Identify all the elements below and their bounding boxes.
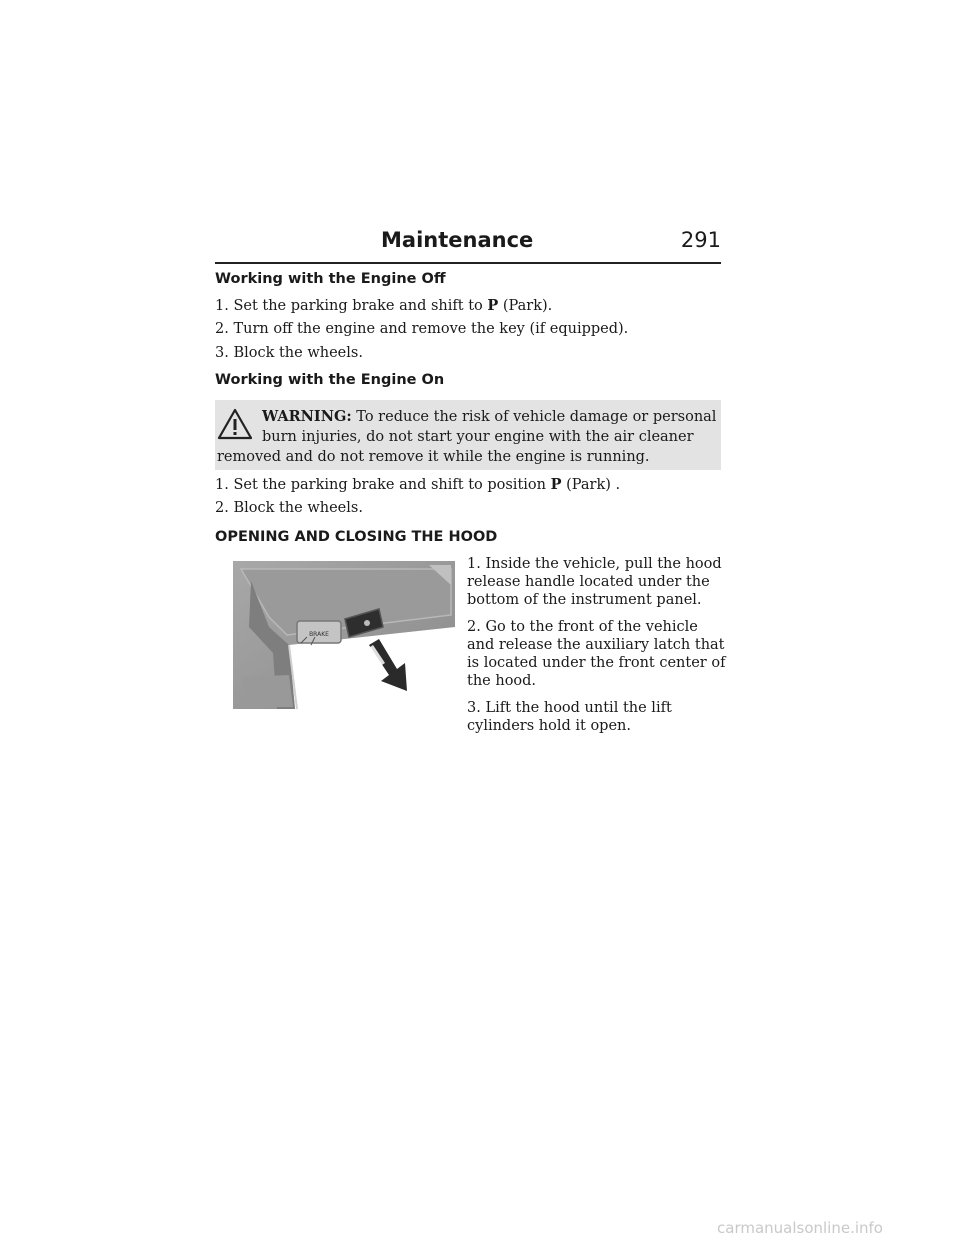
pull-arrow-icon	[361, 639, 407, 691]
page-header	[215, 226, 721, 264]
svg-text:BRAKE: BRAKE	[309, 631, 329, 638]
engine-on-step-2: 2. Block the wheels.	[215, 500, 363, 516]
warning-box	[215, 400, 721, 470]
warning-label: WARNING:	[262, 408, 352, 425]
warning-text-line-2: burn injuries, do not start your engine with the air cleaner	[262, 429, 694, 445]
hood-steps	[467, 555, 727, 744]
watermark: carmanualsonline.info	[717, 1219, 883, 1237]
warning-text-line-1: WARNING: To reduce the risk of vehicle damage or personal	[262, 408, 717, 425]
heading-engine-off: Working with the Engine Off	[215, 271, 446, 287]
warning-triangle-icon	[217, 408, 253, 440]
page-number: 291	[680, 228, 721, 252]
hood-step-3: 3. Lift the hood until the lift cylinders hold it open.	[467, 700, 672, 734]
hood-step-2: 2. Go to the front of the vehicle and release the auxiliary latch that is located under the front center of the hood.	[467, 619, 726, 689]
warning-text-line-3: removed and do not remove it while the engine is running.	[217, 449, 650, 465]
engine-off-step-1: 1. Set the parking brake and shift to P (Park).	[215, 297, 553, 314]
heading-engine-on: Working with the Engine On	[215, 372, 445, 388]
hood-release-figure	[229, 557, 459, 711]
section-title: Maintenance	[381, 228, 534, 252]
hood-step-1: 1. Inside the vehicle, pull the hood release handle located under the bottom of the instrument panel.	[467, 556, 722, 608]
engine-off-step-3: 3. Block the wheels.	[215, 345, 363, 361]
engine-on-step-1: 1. Set the parking brake and shift to position P (Park) .	[215, 476, 621, 493]
heading-hood: OPENING AND CLOSING THE HOOD	[215, 529, 498, 545]
engine-off-step-2: 2. Turn off the engine and remove the key (if equipped).	[215, 321, 629, 337]
